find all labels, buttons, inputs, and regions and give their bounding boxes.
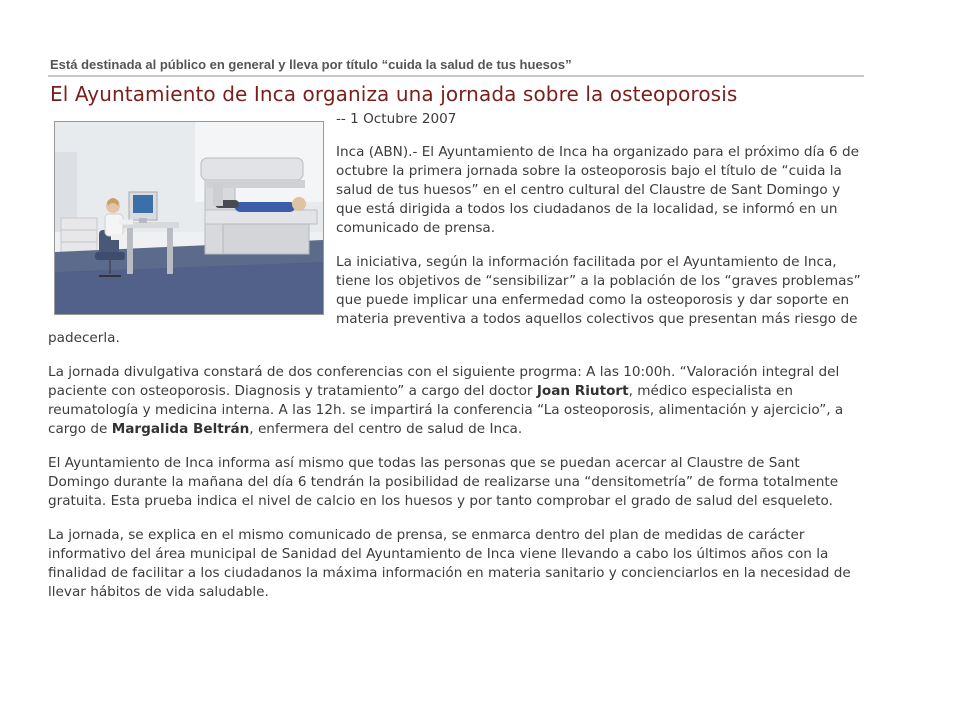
paragraph-3-text-c: , enfermera del centro de salud de Inca. — [249, 421, 523, 437]
paragraph-4: El Ayuntamiento de Inca informa así mismo que todas las personas que se puedan acercar al Claustre de Sant Domingo durante la mañana del día 6 tendrán la posibilidad de realizarse una “densitometría” de forma totalmente gratuita. Esta prueba indica el nivel de calcio en los huesos y por tanto comprobar el grado de salud del esqueleto. — [48, 455, 839, 509]
paragraph-1: Inca (ABN).- El Ayuntamiento de Inca ha organizado para el próximo día 6 de octubre la primera jornada sobre la osteoporosis bajo el título de “cuida la salud de tus huesos” en el centro cultural del Claustre de Sant Domingo y que está dirigida a todos los ciudadanos de la localidad, se informó en un comunicado de prensa. — [336, 144, 859, 236]
doctor-name: Joan Riutort — [536, 383, 629, 399]
paragraph-3-text-b: , médico especialista en reumatología y medicina interna. A las 12h. se impartirá la conferencia “La osteoporosis, alimentación y ajercicio”, a cargo de — [48, 383, 844, 437]
article-date: -- 1 Octubre 2007 — [336, 111, 457, 127]
paragraph-3 — [48, 363, 864, 439]
article-headline: El Ayuntamiento de Inca organiza una jornada sobre la osteoporosis — [50, 82, 738, 106]
nurse-name: Margalida Beltrán — [111, 421, 250, 437]
paragraph-5: La jornada, se explica en el mismo comunicado de prensa, se enmarca dentro del plan de medidas de carácter informativo del área municipal de Sanidad del Ayuntamiento de Inca viene llevando a cabo los últimos años con la finalidad de facilitar a los ciudadanos la máxima información en materia sanitario y concienciarlos en la necesidad de llevar hábitos de vida saludable. — [48, 527, 851, 600]
paragraph-2: La iniciativa, según la información facilitada por el Ayuntamiento de Inca, tiene los objetivos de “sensibilizar” a la población de los “graves problemas” que puede implicar una enfermedad como la osteoporosis y dar soporte en materia preventiva a todos aquellos colectivos que presentan más riesgo de padecerla. — [48, 254, 861, 346]
paragraph-3-text-a: La jornada divulgativa constará de dos conferencias con el siguiente progrma: A las 10:00h. “Valoración integral del paciente con osteoporosis. Diagnosis y tratamiento” a cargo del doctor — [48, 364, 840, 399]
article-subtitle: Está destinada al público en general y lleva por título “cuida la salud de tus huesos” — [48, 56, 864, 77]
article-photo — [54, 121, 324, 315]
news-article — [48, 56, 864, 617]
